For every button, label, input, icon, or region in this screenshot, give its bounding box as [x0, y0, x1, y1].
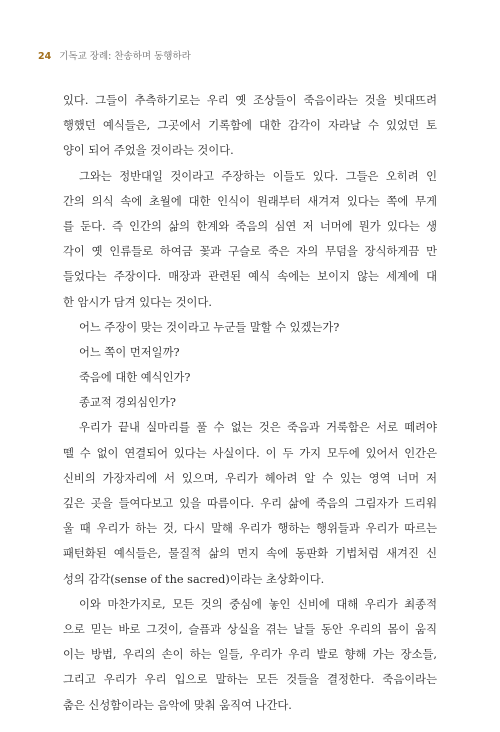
text-line: 우리가 끝내 실마리를 풀 수 없는 것은 죽음과 거룩함은 서로 떼려야: [79, 421, 437, 435]
body-text: [63, 88, 437, 718]
paragraph: [63, 88, 437, 164]
text-line: 신비의 가장자리에 서 있으며, 우리가 헤아려 알 수 있는 영역 너머 저: [63, 471, 437, 485]
text-line: 간의 의식 속에 초월에 대한 인식이 원래부터 새겨져 있다는 쪽에 무게: [63, 194, 437, 208]
text-line: 성의 감각(sense of the sacred)이라는 초상화이다.: [63, 572, 325, 586]
running-title: 기독교 장례: 찬송하며 동행하라: [59, 51, 191, 62]
text-line: 울 때 우리가 하는 것, 다시 말해 우리가 행하는 행위들과 우리가 따르는: [63, 522, 437, 536]
page-number: 24: [38, 51, 52, 62]
text-line: 어느 쪽이 먼저일까?: [79, 345, 180, 359]
text-line: 춤은 신성함이라는 음악에 맞춰 움직여 나간다.: [63, 698, 292, 712]
text-line: 있다. 그들이 추측하기로는 우리 옛 조상들이 죽음이라는 것을 빗대뜨려: [63, 94, 437, 107]
text-line: 이는 방법, 우리의 손이 하는 일들, 우리가 우리 발로 향해 가는 장소들,: [63, 648, 437, 662]
text-line: 한 암시가 담겨 있다는 것이다.: [63, 295, 212, 309]
text-line: 어느 주장이 맞는 것이라고 누군들 말할 수 있겠는가?: [79, 320, 340, 334]
paragraph: [63, 365, 437, 390]
text-line: 종교적 경외심인가?: [79, 396, 176, 410]
text-line: 으로 믿는 바로 그것이, 슬픔과 상실을 겪는 날들 동안 우리의 몸이 움직: [63, 622, 437, 636]
running-head: [38, 48, 191, 62]
text-line: 패턴화된 예식들은, 물질적 삶의 먼지 속에 동판화 기법처럼 새겨진 신: [63, 547, 437, 561]
paragraph: [63, 390, 437, 415]
text-line: 들었다는 주장이다. 매장과 관련된 예식 속에는 보이지 않는 세계에 대: [63, 270, 437, 284]
text-line: 죽음에 대한 예식인가?: [79, 371, 191, 385]
text-line: 그와는 정반대일 것이라고 주장하는 이들도 있다. 그들은 오히려 인: [79, 169, 437, 183]
paragraph: [63, 592, 437, 718]
paragraph: [63, 164, 437, 315]
paragraph: [63, 340, 437, 365]
text-line: 각이 옛 인류들로 하여금 꽃과 구슬로 죽은 자의 무덤을 장식하게끔 만: [63, 245, 437, 259]
text-line: 행했던 예식들은, 그곳에서 기록함에 대한 감각이 자라날 수 있었던 토: [63, 119, 437, 133]
text-line: 그리고 우리가 우리 입으로 말하는 모든 것들을 결정한다. 죽음이라는: [63, 673, 437, 687]
paragraph: [63, 415, 437, 591]
paragraph: [63, 315, 437, 340]
text-line: 를 둔다. 즉 인간의 삶의 한계와 죽음의 심연 저 너머에 뭔가 있다는 생: [63, 219, 437, 233]
text-line: 깊은 곳을 들여다보고 있을 따름이다. 우리 삶에 죽음의 그림자가 드리워: [63, 497, 437, 510]
text-line: 양이 되어 주었을 것이라는 것이다.: [63, 144, 234, 158]
text-line: 뗄 수 없이 연결되어 있다는 사실이다. 이 두 가지 모두에 있어서 인간은: [63, 446, 437, 460]
text-line: 이와 마찬가지로, 모든 것의 중심에 놓인 신비에 대해 우리가 최종적: [79, 597, 437, 611]
